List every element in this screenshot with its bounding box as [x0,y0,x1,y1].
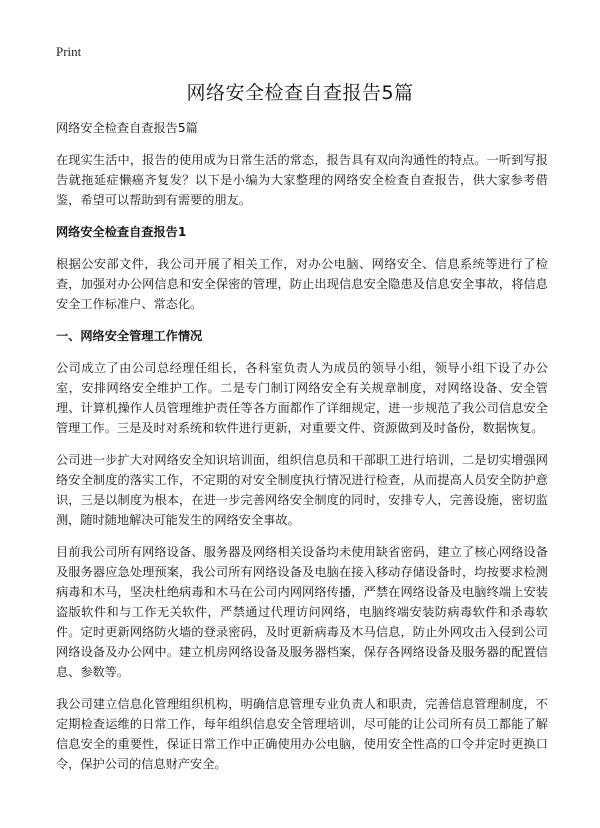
document-body [56,118,548,786]
intro-paragraph: 在现实生活中，报告的使用成为日常生活的常态，报告具有双向沟通性的特点。一听到写报告就拖延症懒癌齐复发？以下是小编为大家整理的网络安全检查自查报告，供大家参考借鉴，希望可以帮助到有需要的朋友。 [56,153,548,207]
body-paragraph-4: 我公司建立信息化管理组织机构，明确信息管理专业负责人和职责，完善信息管理制度，不定期检查运维的日常工作，每年组织信息安全管理培训，尽可能的让公司所有员工都能了解信息安全的重要性，保证日常工作中正确使用办公电脑，使用安全性高的口令并定时更换口令，保护公司的信息财产安全。 [56,697,548,771]
report-heading: 网络安全检查自查报告1 [56,225,187,239]
print-label: Print [56,44,82,59]
section-heading: 一、网络安全管理工作情况 [56,329,203,343]
document-title: 网络安全检查自查报告5篇 [186,82,414,104]
report-intro-paragraph: 根据公安部文件，我公司开展了相关工作，对办公电脑、网络安全、信息系统等进行了检查，加强对办公网信息和安全保密的管理，防止出现信息安全隐患及信息安全事故，将信息安全工作标准户、常态化。 [56,257,548,311]
document-subtitle: 网络安全检查自查报告5篇 [56,121,198,135]
body-paragraph-1: 公司成立了由公司总经理任组长，各科室负责人为成员的领导小组，领导小组下设了办公室，安排网络安全维护工作。二是专门制订网络安全有关规章制度，对网络设备、安全管理、计算机操作人员管理维护责任等各方面都作了详细规定，进一步规范了我公司信息安全管理工作。三是及时对系统和软件进行更新，对重要文件、资源做到及时备份，数据恢复。 [56,361,548,435]
body-paragraph-2: 公司进一步扩大对网络安全知识培训面，组织信息员和干部职工进行培训，二是切实增强网络安全制度的落实工作，不定期的对安全制度执行情况进行检查，从而提高人员安全防护意识，三是以制度为根本，在进一步完善网络安全制度的同时，安排专人，完善设施，密切监测，随时随地解决可能发生的网络安全事故。 [56,453,548,527]
body-paragraph-3: 目前我公司所有网络设备、服务器及网络相关设备均未使用缺省密码，建立了核心网络设备及服务器应急处理预案，我公司所有网络设备及电脑在接入移动存储设备时，均按要求检测病毒和木马，坚决杜绝病毒和木马在公司内网网络传播，严禁在网络设备及电脑终端上安装盗版软件和与工作无关软件，严禁通过代理访问网络，电脑终端安装防病毒软件和杀毒软件。定时更新网络防火墙的登录密码，及时更新病毒及木马信息，防止外网攻击入侵到公司网络设备及办公网中。建立机房网络设备及服务器档案，保存各网络设备及服务器的配置信息、参数等。 [56,545,548,679]
